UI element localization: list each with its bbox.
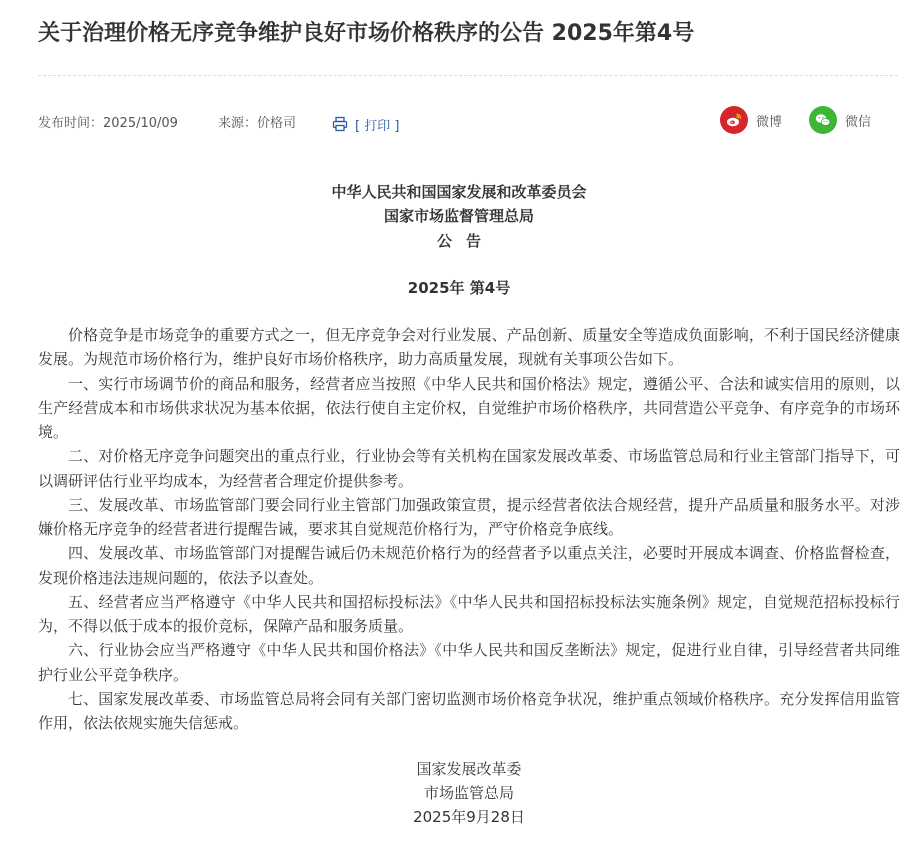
signature-ndrc: 国家发展改革委 [416,760,522,778]
title-divider [38,75,898,76]
print-button[interactable] [332,114,399,134]
paragraph-5: 五、经营者应当严格遵守《中华人民共和国招标投标法》《中华人民共和国招标投标法实施条例》规定，自觉规范招标投标行为，不得以低于成本的报价竞标，保障产品和服务质量。 [38,592,900,635]
printer-icon [332,116,348,132]
share-wechat-button[interactable] [809,106,871,134]
article-title: 关于治理价格无序竞争维护良好市场价格秩序的公告 2025年第4号 [38,21,695,46]
wechat-icon [809,106,837,134]
paragraph-2: 二、对价格无序竞争问题突出的重点行业，行业协会等有关机构在国家发展改革委、市场监管总局和行业主管部门指导下，可以调研评估行业平均成本，为经营者合理定价提供参考。 [38,447,900,490]
issuer-ndrc: 中华人民共和国国家发展和改革委员会 [331,183,587,201]
publish-time: 发布时间：2025/10/09 [38,116,178,131]
issuer-samr: 国家市场监督管理总局 [383,207,534,225]
paragraph-intro: 价格竞争是市场竞争的重要方式之一，但无序竞争会对行业发展、产品创新、质量安全等造成负面影响，不利于国民经济健康发展。为规范市场价格行为，维护良好市场价格秩序，助力高质量发展，现就有关事项公告如下。 [38,326,900,369]
paragraph-1: 一、实行市场调节价的商品和服务，经营者应当按照《中华人民共和国价格法》规定，遵循公平、合法和诚实信用的原则，以生产经营成本和市场供求状况为基本依据，依法行使自主定价权，自觉维护市场价格秩序，共同营造公平竞争、有序竞争的市场环境。 [38,374,900,441]
article-body [38,323,900,735]
weibo-icon [720,106,748,134]
source: 来源：价格司 [218,116,297,131]
share-wechat-label: 微信 [845,114,872,130]
signature-samr: 市场监管总局 [423,784,514,802]
print-label: [ 打印 ] [355,118,400,134]
share-weibo-button[interactable] [720,106,782,134]
paragraph-6: 六、行业协会应当严格遵守《中华人民共和国价格法》《中华人民共和国反垄断法》规定，促进行业自律，引导经营者共同维护行业公平竞争秩序。 [38,641,900,684]
paragraph-3: 三、发展改革、市场监管部门要会同行业主管部门加强政策宣贯，提示经营者依法合规经营，提升产品质量和服务水平。对涉嫌价格无序竞争的经营者进行提醒告诫，要求其自觉规范价格行为，严守价格竞争底线。 [38,495,900,538]
notice-number: 2025年 第4号 [407,279,511,297]
share-weibo-label: 微博 [756,114,783,130]
signature-date: 2025年9月28日 [413,808,525,826]
notice-label: 公告 [436,232,495,250]
paragraph-7: 七、国家发展改革委、市场监管总局将会同有关部门密切监测市场价格竞争状况，维护重点领域价格秩序。充分发挥信用监管作用，依法依规实施失信惩戒。 [38,689,900,732]
paragraph-4: 四、发展改革、市场监管部门对提醒告诫后仍未规范价格行为的经营者予以重点关注，必要时开展成本调查、价格监督检查，发现价格违法违规问题的，依法予以查处。 [38,544,900,587]
